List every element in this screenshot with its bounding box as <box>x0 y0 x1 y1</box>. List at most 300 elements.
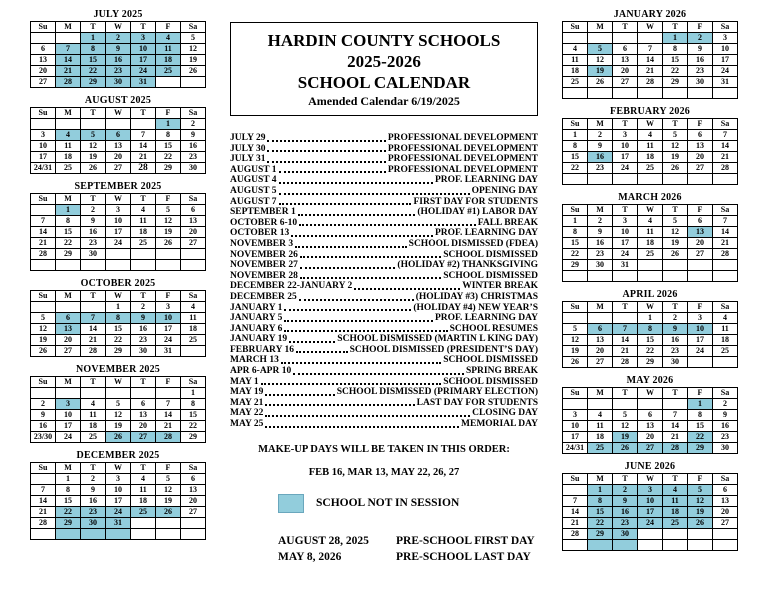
day-cell: 27 <box>713 518 738 529</box>
day-cell: 7 <box>613 324 638 335</box>
weekday-header: F <box>688 302 713 313</box>
day-cell: 28 <box>663 443 688 454</box>
event-label: SCHOOL DISMISSED (FDEA) <box>408 238 538 249</box>
day-cell: 19 <box>156 227 181 238</box>
day-cell: 30 <box>613 529 638 540</box>
day-cell: 25 <box>181 335 206 346</box>
event-row <box>230 144 538 155</box>
event-row <box>230 419 538 430</box>
day-cell: 14 <box>713 141 738 152</box>
day-cell: 29 <box>688 443 713 454</box>
day-cell <box>613 313 638 324</box>
day-cell: 11 <box>638 141 663 152</box>
calendar-grid <box>30 193 206 271</box>
day-cell: 17 <box>106 227 131 238</box>
day-cell: 22 <box>563 163 588 174</box>
weekday-header: Sa <box>181 22 206 33</box>
event-label: SCHOOL DISMISSED <box>443 249 538 260</box>
day-cell: 17 <box>156 324 181 335</box>
day-cell: 4 <box>156 33 181 44</box>
event-label: PROFESSIONAL DEVELOPMENT <box>387 133 538 143</box>
day-cell: 7 <box>713 216 738 227</box>
day-cell: 27 <box>688 163 713 174</box>
day-cell: 25 <box>156 66 181 77</box>
day-cell <box>563 33 588 44</box>
day-cell: 19 <box>613 432 638 443</box>
day-cell: 13 <box>181 485 206 496</box>
day-cell: 18 <box>588 432 613 443</box>
event-date: NOVEMBER 26 <box>230 249 298 260</box>
event-date: JANUARY 5 <box>230 313 283 324</box>
day-cell: 6 <box>588 324 613 335</box>
day-cell: 28 <box>56 77 81 88</box>
dot-leader <box>284 329 447 332</box>
weekday-header: M <box>56 291 81 302</box>
day-cell <box>181 518 206 529</box>
day-cell: 19 <box>181 55 206 66</box>
day-cell: 27 <box>31 77 56 88</box>
day-cell: 19 <box>663 152 688 163</box>
day-cell <box>106 249 131 260</box>
day-cell: 5 <box>181 33 206 44</box>
day-cell: 3 <box>688 313 713 324</box>
day-cell: 19 <box>563 346 588 357</box>
day-cell: 26 <box>81 163 106 174</box>
day-cell: 5 <box>663 216 688 227</box>
day-cell: 12 <box>106 410 131 421</box>
day-cell: 5 <box>563 324 588 335</box>
event-label: FIRST DAY FOR STUDENTS <box>413 196 538 207</box>
event-row <box>230 387 538 398</box>
day-cell <box>688 88 713 99</box>
day-cell: 10 <box>106 485 131 496</box>
dot-leader <box>279 192 470 195</box>
event-row <box>230 366 538 377</box>
day-cell: 22 <box>688 432 713 443</box>
day-cell: 30 <box>106 77 131 88</box>
event-row <box>230 260 538 271</box>
day-cell: 10 <box>156 313 181 324</box>
day-cell: 6 <box>31 44 56 55</box>
day-cell: 18 <box>131 496 156 507</box>
weekday-header: Sa <box>713 474 738 485</box>
day-cell: 30 <box>181 163 206 174</box>
day-cell: 2 <box>688 33 713 44</box>
day-cell: 23 <box>81 507 106 518</box>
day-cell: 20 <box>56 335 81 346</box>
day-cell: 2 <box>181 119 206 130</box>
day-cell <box>663 260 688 271</box>
calendar-grid <box>562 204 738 282</box>
day-cell: 4 <box>563 44 588 55</box>
day-cell: 15 <box>688 421 713 432</box>
weekday-header: T <box>131 377 156 388</box>
weekday-header: T <box>663 119 688 130</box>
weekday-header: T <box>81 194 106 205</box>
day-cell: 20 <box>613 66 638 77</box>
day-cell <box>713 260 738 271</box>
preschool-date: MAY 8, 2026 <box>278 550 342 563</box>
day-cell: 27 <box>56 346 81 357</box>
day-cell <box>81 119 106 130</box>
day-cell: 25 <box>81 432 106 443</box>
day-cell: 1 <box>563 130 588 141</box>
weekday-header: Su <box>563 119 588 130</box>
weekday-header: T <box>131 108 156 119</box>
day-cell: 2 <box>31 399 56 410</box>
dot-leader <box>279 202 412 205</box>
day-cell: 1 <box>638 313 663 324</box>
event-row <box>230 186 538 197</box>
event-row <box>230 228 538 239</box>
day-cell: 9 <box>713 410 738 421</box>
day-cell: 25 <box>131 238 156 249</box>
day-cell: 5 <box>588 44 613 55</box>
weekday-header: M <box>588 302 613 313</box>
day-cell: 7 <box>156 399 181 410</box>
month-january-2026 <box>562 8 738 99</box>
event-label: PROFESSIONAL DEVELOPMENT <box>387 164 538 175</box>
day-cell <box>563 174 588 185</box>
day-cell <box>156 249 181 260</box>
weekday-header: T <box>663 302 688 313</box>
day-cell: 10 <box>688 324 713 335</box>
day-cell <box>563 271 588 282</box>
calendar-grid <box>562 387 738 454</box>
day-cell: 8 <box>56 216 81 227</box>
day-cell: 12 <box>688 496 713 507</box>
weekday-header: T <box>613 388 638 399</box>
dot-leader <box>299 223 476 226</box>
day-cell: 25 <box>131 507 156 518</box>
day-cell <box>588 540 613 551</box>
day-cell: 3 <box>56 399 81 410</box>
event-label: SCHOOL DISMISSED (MARTIN L KING DAY) <box>337 334 538 345</box>
month-july-2025 <box>30 8 206 88</box>
event-label: CLOSING DAY <box>472 408 538 419</box>
preschool-row <box>278 549 538 565</box>
month-november-2025 <box>30 363 206 443</box>
day-cell: 11 <box>638 227 663 238</box>
day-cell <box>156 388 181 399</box>
dot-leader <box>284 319 433 322</box>
day-cell: 7 <box>563 496 588 507</box>
month-title: MARCH 2026 <box>618 192 682 203</box>
day-cell <box>563 540 588 551</box>
weekday-header: F <box>156 377 181 388</box>
day-cell <box>31 119 56 130</box>
day-cell <box>56 119 81 130</box>
day-cell: 3 <box>131 33 156 44</box>
day-cell: 18 <box>181 324 206 335</box>
day-cell: 18 <box>156 55 181 66</box>
dot-leader <box>267 160 385 163</box>
day-cell: 14 <box>31 227 56 238</box>
day-cell: 22 <box>563 249 588 260</box>
makeup-days-heading: MAKE-UP DAYS WILL BE TAKEN IN THIS ORDER: <box>258 443 510 455</box>
day-cell: 15 <box>563 152 588 163</box>
day-cell: 9 <box>81 485 106 496</box>
day-cell: 22 <box>663 66 688 77</box>
day-cell: 24/31 <box>563 443 588 454</box>
day-cell: 24 <box>156 335 181 346</box>
day-cell: 4 <box>663 485 688 496</box>
day-cell: 10 <box>638 496 663 507</box>
day-cell: 28 <box>713 163 738 174</box>
day-cell: 5 <box>156 205 181 216</box>
day-cell: 2 <box>663 313 688 324</box>
event-row <box>230 250 538 261</box>
day-cell: 19 <box>588 66 613 77</box>
day-cell: 17 <box>56 421 81 432</box>
day-cell: 27 <box>588 357 613 368</box>
day-cell: 18 <box>663 507 688 518</box>
day-cell: 18 <box>638 238 663 249</box>
day-cell: 10 <box>613 227 638 238</box>
dot-leader <box>289 340 335 343</box>
weekday-header: Su <box>31 291 56 302</box>
day-cell <box>688 174 713 185</box>
day-cell: 9 <box>31 410 56 421</box>
day-cell: 26 <box>156 238 181 249</box>
day-cell: 11 <box>156 44 181 55</box>
day-cell: 18 <box>638 152 663 163</box>
day-cell: 29 <box>106 346 131 357</box>
month-february-2026 <box>562 105 738 185</box>
day-cell: 18 <box>563 66 588 77</box>
day-cell <box>688 260 713 271</box>
legend <box>278 494 538 513</box>
weekday-header: W <box>638 22 663 33</box>
day-cell: 26 <box>663 163 688 174</box>
day-cell: 29 <box>588 529 613 540</box>
event-label: (HOLIDAY #1) LABOR DAY <box>417 207 538 218</box>
event-label: (HOLIDAY #2) THANKSGIVING <box>397 260 538 271</box>
day-cell: 14 <box>31 496 56 507</box>
weekday-header: M <box>588 205 613 216</box>
event-label: PROFESSIONAL DEVELOPMENT <box>387 154 538 165</box>
day-cell: 7 <box>638 44 663 55</box>
day-cell <box>663 271 688 282</box>
day-cell: 8 <box>106 313 131 324</box>
event-row <box>230 207 538 218</box>
day-cell: 24 <box>56 432 81 443</box>
day-cell: 5 <box>663 130 688 141</box>
day-cell: 21 <box>156 421 181 432</box>
day-cell: 16 <box>81 496 106 507</box>
event-row <box>230 324 538 335</box>
event-label: PROF. LEARNING DAY <box>434 175 538 186</box>
day-cell <box>638 33 663 44</box>
day-cell <box>156 260 181 271</box>
weekday-header: Su <box>563 302 588 313</box>
weekday-header: M <box>588 474 613 485</box>
day-cell: 22 <box>81 66 106 77</box>
month-june-2026 <box>562 460 738 551</box>
weekday-header: T <box>613 119 638 130</box>
event-row <box>230 154 538 165</box>
day-cell: 6 <box>688 130 713 141</box>
dot-leader <box>300 255 441 258</box>
day-cell: 27 <box>106 163 131 174</box>
day-cell: 8 <box>663 44 688 55</box>
day-cell: 3 <box>106 205 131 216</box>
day-cell: 17 <box>638 507 663 518</box>
day-cell: 8 <box>563 227 588 238</box>
day-cell <box>31 388 56 399</box>
day-cell: 20 <box>131 421 156 432</box>
day-cell: 1 <box>156 119 181 130</box>
day-cell: 4 <box>713 313 738 324</box>
dot-leader <box>261 382 442 385</box>
day-cell: 8 <box>588 496 613 507</box>
day-cell: 18 <box>81 421 106 432</box>
day-cell: 1 <box>563 216 588 227</box>
dot-leader <box>265 403 414 406</box>
day-cell: 26 <box>563 357 588 368</box>
day-cell: 22 <box>56 238 81 249</box>
day-cell <box>131 119 156 130</box>
day-cell <box>563 485 588 496</box>
day-cell: 23 <box>688 66 713 77</box>
weekday-header: Sa <box>713 205 738 216</box>
day-cell: 12 <box>563 335 588 346</box>
day-cell <box>106 388 131 399</box>
day-cell: 19 <box>688 507 713 518</box>
event-label: SCHOOL DISMISSED <box>443 270 538 281</box>
event-date: APR 6-APR 10 <box>230 366 292 377</box>
day-cell <box>638 540 663 551</box>
day-cell: 13 <box>713 496 738 507</box>
day-cell: 15 <box>181 410 206 421</box>
weekday-header: Sa <box>181 108 206 119</box>
day-cell: 16 <box>613 507 638 518</box>
event-label: SCHOOL DISMISSED <box>443 376 538 387</box>
day-cell: 12 <box>31 324 56 335</box>
day-cell <box>131 260 156 271</box>
day-cell <box>613 33 638 44</box>
day-cell: 10 <box>613 141 638 152</box>
day-cell: 23 <box>181 152 206 163</box>
event-row <box>230 239 538 250</box>
day-cell <box>131 388 156 399</box>
weekday-header: Su <box>563 388 588 399</box>
weekday-header: Sa <box>181 377 206 388</box>
day-cell: 16 <box>31 421 56 432</box>
event-date: OCTOBER 13 <box>230 228 290 239</box>
day-cell: 6 <box>106 130 131 141</box>
dot-leader <box>279 170 386 173</box>
day-cell: 26 <box>613 443 638 454</box>
day-cell <box>181 529 206 540</box>
day-cell <box>588 88 613 99</box>
event-date: NOVEMBER 3 <box>230 238 294 249</box>
day-cell <box>663 174 688 185</box>
day-cell: 31 <box>156 346 181 357</box>
day-cell: 7 <box>131 130 156 141</box>
day-cell: 11 <box>713 324 738 335</box>
day-cell <box>613 88 638 99</box>
day-cell: 25 <box>638 249 663 260</box>
day-cell: 30 <box>663 357 688 368</box>
day-cell: 2 <box>106 33 131 44</box>
weekday-header: T <box>663 22 688 33</box>
dot-leader <box>300 266 396 269</box>
weekday-header: F <box>156 463 181 474</box>
day-cell: 16 <box>131 324 156 335</box>
month-title: NOVEMBER 2025 <box>76 364 160 375</box>
month-title: SEPTEMBER 2025 <box>74 181 162 192</box>
weekday-header: Sa <box>181 463 206 474</box>
event-label: SCHOOL DISMISSED (PRESIDENT’S DAY) <box>349 344 538 355</box>
day-cell <box>663 88 688 99</box>
day-cell: 22 <box>181 421 206 432</box>
day-cell: 10 <box>56 410 81 421</box>
day-cell: 12 <box>663 227 688 238</box>
weekday-header: F <box>156 22 181 33</box>
day-cell: 27 <box>181 238 206 249</box>
day-cell: 2 <box>713 399 738 410</box>
event-date: MAY 1 <box>230 376 259 387</box>
day-cell <box>81 302 106 313</box>
day-cell: 28 <box>156 432 181 443</box>
weekday-header: W <box>106 22 131 33</box>
day-cell <box>31 529 56 540</box>
day-cell: 23/30 <box>31 432 56 443</box>
event-label: LAST DAY FOR STUDENTS <box>416 397 538 408</box>
event-label: PROF. LEARNING DAY <box>434 228 538 239</box>
day-cell <box>31 474 56 485</box>
day-cell <box>638 529 663 540</box>
event-row <box>230 165 538 176</box>
day-cell: 3 <box>31 130 56 141</box>
weekday-header: M <box>56 377 81 388</box>
day-cell: 17 <box>106 496 131 507</box>
day-cell: 12 <box>81 141 106 152</box>
weekday-header: T <box>663 474 688 485</box>
event-date: NOVEMBER 28 <box>230 270 298 281</box>
day-cell: 7 <box>31 485 56 496</box>
weekday-header: Su <box>31 108 56 119</box>
day-cell <box>638 88 663 99</box>
day-cell: 22 <box>588 518 613 529</box>
day-cell: 7 <box>713 130 738 141</box>
event-row <box>230 218 538 229</box>
event-date: AUGUST 7 <box>230 196 277 207</box>
day-cell: 25 <box>638 163 663 174</box>
event-row <box>230 271 538 282</box>
day-cell: 13 <box>688 227 713 238</box>
day-cell <box>613 540 638 551</box>
event-date: OCTOBER 6-10 <box>230 217 298 228</box>
day-cell <box>56 302 81 313</box>
day-cell: 10 <box>106 216 131 227</box>
day-cell: 22 <box>106 335 131 346</box>
day-cell <box>638 174 663 185</box>
makeup-days-order: FEB 16, MAR 13, MAY 22, 26, 27 <box>308 466 460 478</box>
weekday-header: F <box>688 22 713 33</box>
event-row <box>230 313 538 324</box>
day-cell <box>131 249 156 260</box>
day-cell: 17 <box>713 55 738 66</box>
day-cell: 2 <box>588 216 613 227</box>
day-cell: 24 <box>613 163 638 174</box>
day-cell: 13 <box>613 55 638 66</box>
day-cell <box>663 540 688 551</box>
day-cell: 6 <box>181 474 206 485</box>
day-cell: 2 <box>81 205 106 216</box>
day-cell: 31 <box>613 260 638 271</box>
